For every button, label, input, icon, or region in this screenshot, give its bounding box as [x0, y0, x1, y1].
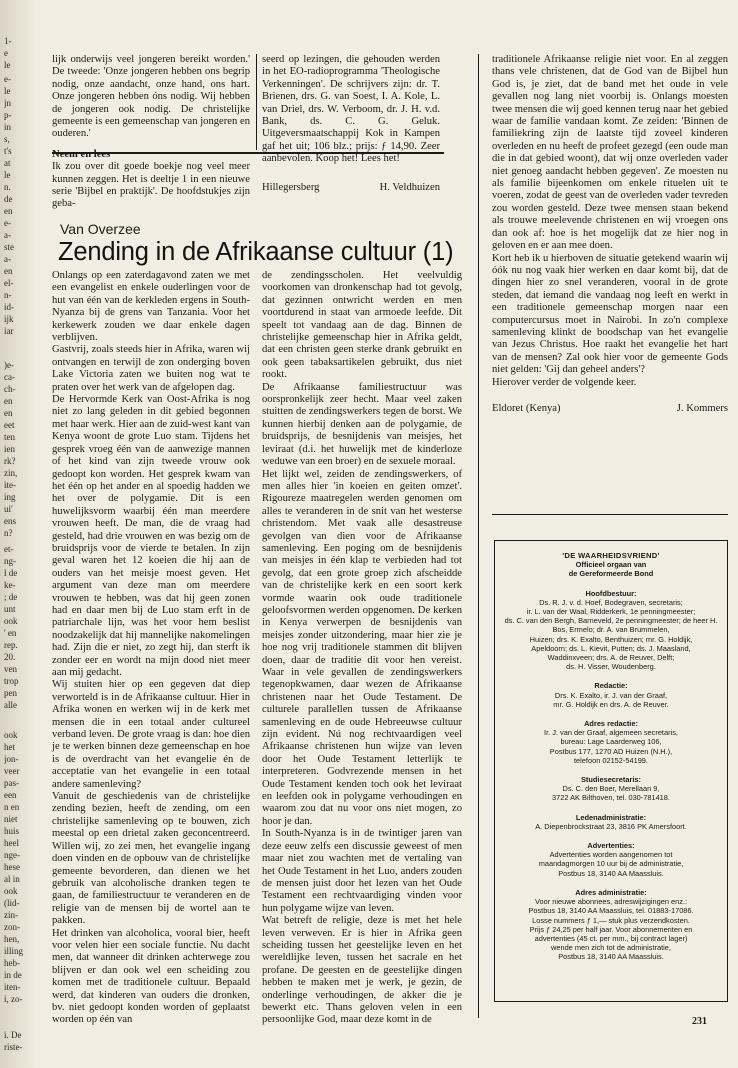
- gutter-fragment: veer: [4, 766, 20, 776]
- article-paragraph: Wij stuiten hier op een gegeven dat diep verworteld is in de Afrikaanse cultuur. Hier in Afrika wonen en werken wij in de kerk met mensen die in een totaal ander cultureel verband leven. De grote vraag is dan: hoe dien je te werken binnen deze gemeenschap en hoe is de overdracht van het evangelie én de acceptatie van het evangelie in een totaal andere samenleving?: [52, 679, 250, 790]
- gutter-fragment: el-: [4, 278, 14, 288]
- article-place: Eldoret (Kenya): [492, 402, 561, 414]
- gutter-fragment: en: [4, 266, 13, 276]
- masthead-line: ir. L. van der Waal, Ridderkerk, 1e penningmeester;: [526, 607, 696, 617]
- masthead-line: Huizen; drs. K. Exalto, Benthuizen; mr. G. Holdijk,: [529, 634, 693, 644]
- gutter-fragment: nge-: [4, 850, 20, 860]
- gutter-fragment: e-: [4, 74, 11, 84]
- gutter-fragment: ke-: [4, 580, 16, 590]
- masthead-line: Advertenties worden aangenomen tot: [549, 850, 673, 860]
- top-article-signature: [262, 182, 440, 194]
- gutter-fragment: ing: [4, 492, 16, 502]
- gutter-fragment: s,: [4, 134, 10, 144]
- article-paragraph: Het drinken van alcoholica, vooral bier, heeft voor velen hier een sociale functie. Nu dacht men, dat wanneer dit drinken achterwege zou blijven er dan ook wel een scheiding zou komen met de traditionele cultuur. Bepaald werd, dat kinderen van ouders die dronken, bv. niet gedoopt konden worden of geplaatst worden op één van: [52, 927, 250, 1026]
- page: [52, 0, 728, 1068]
- article-paragraph: Kort heb ik u hierboven de situatie getekend waarin wij óók nu nog vaak hier werken en daar komt bij, dat de dingen hier zo snel veranderen, vooral in de grote steden, dat iemand die vandaag nog leeft en werkt in een traditionele gemeenschap morgen naar een computercursus moet in Nairobi. In zo'n complexe samenleving klinkt de boodschap van het evangelie van Jezus Christus. Hoe raakt het evangelie het hart van de mensen? Zal ook hier voor de gemeente Gods niet gelden: 'Gij dan geheel anders'?: [492, 252, 728, 376]
- gutter-fragment: in: [4, 122, 12, 132]
- article-paragraph: Wat betreft de religie, deze is met het hele leven verweven. Er is hier in Afrika geen scheiding tussen het geestelijke leven en het wereldlijke leven, tussen het sacrale en het profane. De geesten en de geestelijke dingen hebben te maken met je werk, je gezin, de onderlinge verhoudingen, de akker die je bewerkt etc. Thans geloven velen in een persoonlijke God, maar deze komt in de: [262, 915, 462, 1026]
- gutter-fragment: jn: [4, 98, 12, 108]
- gutter-fragment: ook: [4, 886, 18, 896]
- gutter-fragment: heb-: [4, 958, 20, 968]
- top-article-col1: [52, 54, 250, 211]
- masthead-line: telefoon 02152-54199.: [574, 755, 648, 765]
- masthead-line: ds. C. van den Bergh, Barneveld, 2e penningmeester; de heer H. Bos, Ermelo; dr. A. van Brummelen,: [504, 616, 718, 635]
- gutter-fragment: ite-: [4, 480, 16, 490]
- gutter-fragment: 1-: [4, 36, 12, 46]
- masthead-line: Prijs ƒ 24,25 per half jaar. Voor abonnementen en: [529, 924, 693, 934]
- masthead-line: Postbus 18, 3140 AA Maassluis, tel. 01883-17086.: [528, 906, 694, 916]
- article-paragraph: Het lijkt wel, zeiden de zendingswerkers, of men alles hier 'in koeien en geiten omzet'. Rigoureze maatregelen werden genomen om alles te veranderen in de snit van het westerse christendom. Met vaak alle desastreuse gevolgen van dien voor de Afrikaanse samenleving. Een poging om de besnijdenis van meisjes in één klap te verbieden had tot gevolg, dat een grote groep zich afscheidde van de christelijke kerk en een soort kerk vormde waarin ook oude traditionele geloofsvormen werden opgenomen. De kerken in Kenya verwerpen de besnijdenis van meisjes zonder uitzondering, maar hier zie je hoe nog vrij traditionele stammen dit blijven doen, daar de traditie dit voor hen vereist. Waar in vele gevallen de zendingswerkers tegenopkwamen, daar wezen de Afrikaanse christenen naar het Oude Testament. De culturele parallellen tussen de Afrikaanse samenleving en de oude Hebreeuwse cultuur zijn evident. Nú nog rechtvaardigen veel Afrikaanse christenen hun wijze van leven door het Oude Testament letterlijk te interpreteren. Godvrezende mensen in het Oude Testament kenden toch ook het leviraat en leefden ook in polygame verhoudingen en waarom zou dat nu voor ons niet mogen, zo hoor je dan.: [262, 468, 462, 827]
- gutter-fragment: pas-: [4, 778, 19, 788]
- article-paragraph: De Afrikaanse familiestructuur was oorspronkelijk zeer hecht. Maar veel zaken stuitten de zendingswerkers tegen de borst. We kunnen hierbij denken aan de polygamie, de bruidsprijs, de besnijdenis van meisjes, het leviraat (d.i. het huwelijk met de kinderloze weduwe van een broer) en de sexuele moraal.: [262, 381, 462, 468]
- masthead-line: Postbus 18, 3140 AA Maassluis.: [558, 868, 664, 878]
- masthead-line: Apeldoorn; ds. L. Kievit, Putten; ds. J. Maasland,: [531, 643, 691, 653]
- gutter-fragment: p-: [4, 110, 12, 120]
- top-article-paragraph: seerd op lezingen, die gehouden werden in het EO-radioprogramma 'Theologische Verkenningen'. De schrijvers zijn: dr. T. Brienen, drs. G. van Soest, I. A. Kole, L. van Driel, drs. W. Verboom, dr. J. H. v.d. Bank, ds. C. G. Geluk. Uitgeversmaatschappij Kok in Kampen gaf het uit; 106 blz.; prijs: ƒ 14,90. Zeer aanbevolen. Koop het! Lees het!: [262, 54, 440, 165]
- gutter-fragment: en: [4, 206, 13, 216]
- page-number: 231: [692, 1016, 707, 1027]
- top-article-paragraph: Ik zou over dit goede boekje nog veel meer kunnen zeggen. Het is deeltje 1 in een nieuwe serie 'Bijbel en praktijk'. De hoofdstukjes zijn geba-: [52, 161, 250, 210]
- masthead-line: Postbus 18, 3140 AA Maassluis.: [558, 952, 664, 962]
- gutter-fragment: rep.: [4, 640, 18, 650]
- gutter-fragment: ca-: [4, 372, 15, 382]
- top-column-divider: [256, 54, 257, 150]
- main-column-divider: [478, 54, 479, 1018]
- masthead-line: Postbus 177, 1270 AD Huizen (N.H.),: [549, 746, 673, 756]
- gutter-fragment: ijk: [4, 314, 14, 324]
- masthead-section-heading: Adres redactie:: [584, 719, 638, 729]
- top-article-place: Hillegersberg: [262, 181, 320, 193]
- masthead-subtitle: Officieel orgaan van: [575, 560, 647, 570]
- gutter-fragment: e-: [4, 218, 11, 228]
- masthead-box: [494, 540, 728, 1002]
- gutter-fragment: e: [4, 48, 8, 58]
- gutter-fragment: ven: [4, 664, 17, 674]
- gutter-fragment: de: [4, 194, 13, 204]
- gutter-fragment: unt: [4, 604, 16, 614]
- masthead-title: 'DE WAARHEIDSVRIEND': [562, 551, 660, 560]
- article-end-rule: [492, 514, 728, 515]
- gutter-fragment: in de: [4, 970, 22, 980]
- article-paragraph: Hierover verder de volgende keer.: [492, 376, 637, 388]
- gutter-fragment: at: [4, 158, 11, 168]
- gutter-fragment: huis: [4, 826, 20, 836]
- gutter-fragment: n-: [4, 290, 12, 300]
- article-author-heading: Van Overzee: [60, 221, 141, 237]
- masthead-line: advertenties (45 ct. per mm., bij contract lager): [534, 933, 688, 943]
- gutter-fragment: alle: [4, 700, 17, 710]
- masthead-section-heading: Adres administratie:: [575, 887, 647, 897]
- article-paragraph: In South-Nyanza is in de twintiger jaren van deze eeuw zelfs een discussie geweest of men maar niet zou wachten met de vertaling van het Oude Testament in het Luo, anders zouden de mensen juist door het lezen van het Oude Testament een rechtvaardiging vinden voor hun polygame wijze van leven.: [262, 828, 462, 914]
- gutter-fragment: le: [4, 86, 11, 96]
- gutter-fragment: i, zo-: [4, 994, 23, 1004]
- article-col2: [262, 270, 462, 1027]
- gutter-fragment: l de: [4, 568, 18, 578]
- article-paragraph: Vanuit de geschiedenis van de christelijke zending bezien, heeft de zending, om een christelijke samenleving op te bouwen, zich meestal op een drietal zaken geconcentreerd. Willen wij, zo zei men, het evangelie ingang doen vinden en de opbouw van de christelijke gemeente bevorderen, dan dienen we het gebruik van alcoholische dranken tegen te gaan, de familiestructuur te veranderen en de religie van de mensen bij de wortel aan te pakken.: [52, 791, 250, 927]
- gutter-fragment: n en: [4, 802, 20, 812]
- top-article-subhead: Neem en lees: [52, 148, 111, 160]
- top-article-col2: [262, 54, 440, 194]
- gutter-fragment: ; de: [4, 592, 18, 602]
- masthead-section-heading: Advertenties:: [587, 841, 635, 851]
- gutter-fragment: en: [4, 396, 13, 406]
- gutter-fragment: iar: [4, 326, 14, 336]
- gutter-fragment: trop: [4, 676, 19, 686]
- article-paragraph: Onlangs op een zaterdagavond zaten we met een evangelist en enkele ouderlingen voor de hut van één van de kerkleden ergens in South-Nyanza bij de grens van Tanzania. Voor het kerkewerk zouden we daar enkele dagen verblijven.: [52, 270, 250, 344]
- gutter-fragment: ch-: [4, 384, 16, 394]
- gutter-fragment: i. De: [4, 1030, 22, 1040]
- article-col3: [492, 54, 728, 415]
- masthead-line: maandagmorgen 10 uur bij de administratie,: [538, 859, 684, 869]
- gutter-fragment: ens: [4, 516, 16, 526]
- gutter-fragment: al in: [4, 874, 20, 884]
- top-article-paragraph: lijk onderwijs veel jongeren bereikt worden.' De tweede: 'Onze jongeren hebben ons begrip nodig, onze aandacht, onze hand, ons hart. Onze jongeren hebben óns nodig. Wij hebben de jongeren ook nodig. De christelijke gemeente is een gemeenschap van jongeren en ouderen.': [52, 54, 250, 140]
- masthead-line: ds. H. Visser, Woudenberg.: [566, 662, 656, 672]
- masthead-line: mr. G. Holdijk en drs. A. de Reuver.: [553, 699, 669, 709]
- masthead-line: 3722 AK Bilthoven, tel. 030-781418.: [552, 793, 670, 803]
- masthead-line: bureau: Lage Laarderweg 106,: [560, 737, 662, 747]
- gutter-fragment: riste-: [4, 1042, 23, 1052]
- top-article-author: H. Veldhuizen: [379, 181, 440, 193]
- gutter-fragment: het: [4, 742, 15, 752]
- gutter-fragment: id-: [4, 302, 14, 312]
- masthead-section-heading: Hoofdbestuur:: [585, 588, 637, 598]
- top-article-end-rule: [52, 152, 444, 154]
- masthead-sections: [501, 589, 721, 962]
- gutter-fragment: a-: [4, 230, 11, 240]
- gutter-fragment: le: [4, 170, 11, 180]
- gutter-fragment: rk?: [4, 456, 16, 466]
- article-paragraph: traditionele Afrikaanse religie niet voor. En al zeggen thans vele christenen, dat de God van de Bijbel hun God is, je ziet, dat de band met het oude in vele gevallen nog lang niet voorbij is. Onlangs moesten twee mensen die wij goed kennen terug naar het gebied waar de familie vandaan komt. Ze zeiden: 'Binnen de familiekring zijn de laatste tijd zoveel kinderen overleden en nu heeft de profeet gezegd (een oude man die in dat gebied woont), dat wij onze overleden vader niet genoeg aandacht hebben gegeven'. Ze moesten nu als familie bijeenkomen om enkele rituelen uit te voeren, zodat de geest van de overleden vader tevreden zou worden gesteld. Deze twee mensen staan bekend als trouwe meelevende christenen en wij vroegen ons dan ook af: hoe is het mogelijk dat ze hier nog in geloven en er aan mee doen.: [492, 54, 728, 252]
- gutter-fragment: een: [4, 790, 17, 800]
- gutter-fragment: en: [4, 408, 13, 418]
- gutter-fragment: hen,: [4, 934, 20, 944]
- left-page-gutter: [0, 0, 36, 1068]
- masthead-subtitle: de Gereformeerde Bond: [568, 569, 654, 579]
- masthead-section-heading: Ledenadministratie:: [575, 812, 647, 822]
- gutter-fragment: iten-: [4, 982, 21, 992]
- article-paragraph: De Hervormde Kerk van Oost-Afrika is nog niet zo lang geleden in dit gebied begonnen met haar werk. Hier aan de zuid-west kant van Kenya woont de grote Luo stam. Tijdens het gesprek vroeg één van de aanwezige mannen of het kind van zijn tweede vrouw ook gedoopt kon worden. Het gesprek kwam van het één op het ander en al spoedig hadden we het over de polygamie. Dit is een huwelijksvorm waarbij één man meerdere vrouwen heeft. De man, die de vraag had gesteld, had drie vrouwen en was bezig om de bruidsprijs voor de vierde te betalen. In zijn geval waren het 12 koeien die hij aan de ouders van het meisje moest geven. Het argument van deze man om meerdere vrouwen te hebben, was dat hij geen zonen had en daar men bij de Luo stam erft in de patriarchale lijn, was het voor hem beslist noodzakelijk dat hij mannelijke nakomelingen had. Zijn die er niet, zo zegt hij, dan sterft ik zonder eer en wordt na mijn dood niet meer aan mij gedacht.: [52, 394, 250, 678]
- gutter-fragment: zin-: [4, 910, 18, 920]
- gutter-fragment: hese: [4, 862, 20, 872]
- gutter-fragment: illing: [4, 946, 24, 956]
- gutter-fragment: pen: [4, 688, 17, 698]
- gutter-fragment: heel: [4, 838, 19, 848]
- gutter-fragment: jon-: [4, 754, 19, 764]
- masthead-line: Voor nieuwe abonnees, adreswijzigingen enz.:: [534, 897, 688, 907]
- gutter-fragment: niet: [4, 814, 18, 824]
- masthead-section-heading: Redactie:: [594, 681, 628, 691]
- gutter-fragment: n?: [4, 528, 13, 538]
- masthead-line: Ds. R. J. v. d. Hoef, Bodegraven, secretaris;: [539, 597, 683, 607]
- gutter-fragment: zin,: [4, 468, 18, 478]
- gutter-fragment: zon-: [4, 922, 20, 932]
- gutter-fragment: (lid-: [4, 898, 20, 908]
- masthead-line: Ds. C. den Boer, Merellaan 9,: [562, 784, 660, 794]
- masthead-line: Waddinxveen; drs. A. de Reuver, Delft;: [547, 653, 675, 663]
- masthead-line: Losse nummers ƒ 1,— stuk plus verzendkosten.: [532, 915, 690, 925]
- masthead-line: A. Diepenbrockstraat 23, 3816 PK Amersfoort.: [535, 821, 687, 831]
- article-paragraph: Gastvrij, zoals steeds hier in Afrika, waren wij ontvangen en terwijl de zon onderging boven Lake Victoria zaten we buiten nog wat te praten over het werk van de afgelopen dag.: [52, 344, 250, 393]
- article-signature: [492, 403, 728, 415]
- article-col1: [52, 270, 250, 1027]
- gutter-fragment: ' en: [4, 628, 17, 638]
- article-paragraph: de zendingsscholen. Het veelvuldig voorkomen van dronkenschap had tot gevolg, dat gezinnen ontwricht werden en men voortdurend in staat van armoede leefde. Dit speelt tot vandaag aan de dag. Binnen de christelijke gemeenschap hier in Afrika geldt, dat een christen geen sterke drank gebruikt en ook geen tabaksartikelen gebruikt, dus niet rookt.: [262, 270, 462, 381]
- gutter-fragment: ng-: [4, 556, 16, 566]
- gutter-fragment: t's: [4, 146, 12, 156]
- gutter-fragment: le: [4, 60, 11, 70]
- gutter-fragment: eet: [4, 420, 15, 430]
- article-headline: Zending in de Afrikaanse cultuur (1): [58, 238, 454, 266]
- gutter-fragment: ien: [4, 444, 15, 454]
- gutter-fragment: ten: [4, 432, 15, 442]
- gutter-fragment: ui': [4, 504, 13, 514]
- gutter-fragment: ook: [4, 730, 18, 740]
- masthead-line: Drs. K. Exalto, ir. J. van der Graaf,: [554, 690, 668, 700]
- gutter-fragment: )e-: [4, 360, 14, 370]
- article-signature-author: J. Kommers: [676, 402, 728, 414]
- gutter-fragment: 20.: [4, 652, 16, 662]
- masthead-line: wende men zich tot de administratie,: [551, 943, 671, 953]
- masthead-section-heading: Studiesecretaris:: [581, 775, 641, 785]
- gutter-fragment: ste: [4, 242, 14, 252]
- gutter-fragment: et-: [4, 544, 14, 554]
- masthead-line: Ir. J. van der Graaf, algemeen secretaris,: [544, 728, 678, 738]
- gutter-fragment: n.: [4, 182, 11, 192]
- gutter-fragment: a-: [4, 254, 11, 264]
- gutter-fragment: ook: [4, 616, 18, 626]
